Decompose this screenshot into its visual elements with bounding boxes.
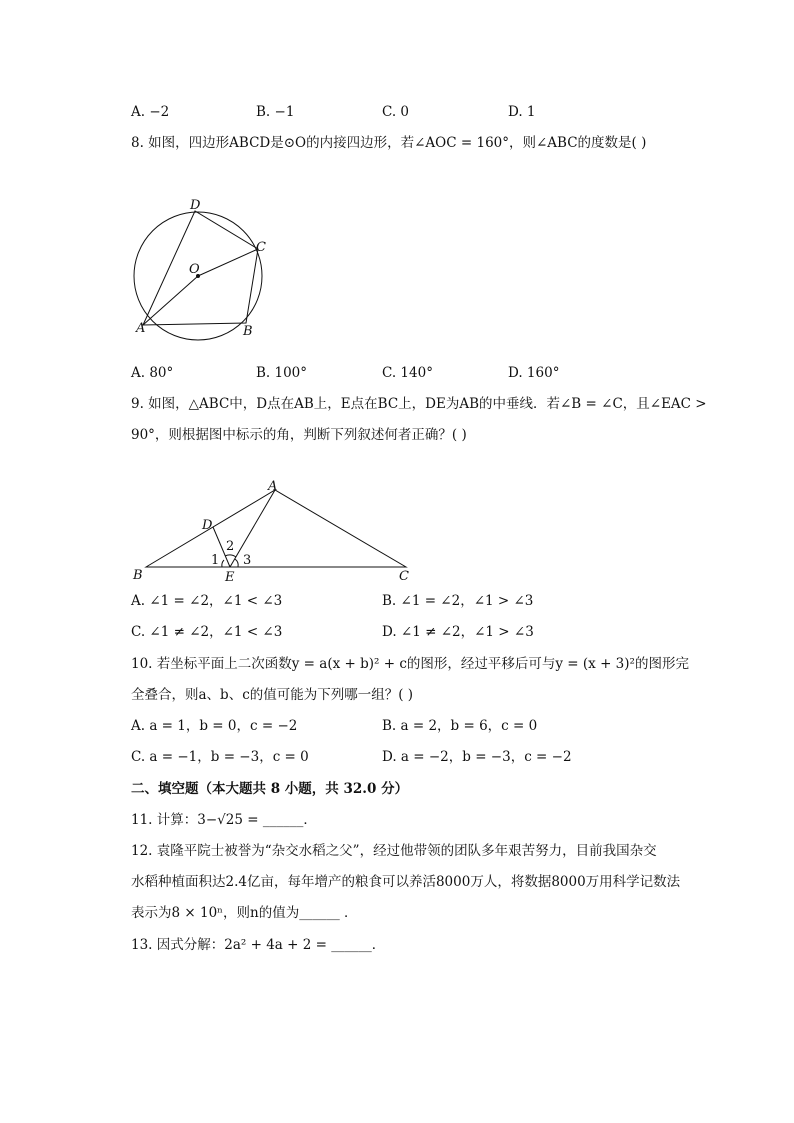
- angle-arc-1: [222, 560, 224, 567]
- label-b: B: [243, 324, 253, 339]
- q13-stem: 13. 因式分解：2a² + 4a + 2 = ______．: [131, 937, 386, 953]
- segment-ae: [230, 490, 275, 567]
- q12-line1: 12. 袁隆平院士被誉为“杂交水稻之父”，经过他带领的团队多年艰苦努力，目前我国杂交: [131, 843, 657, 859]
- label-a: A: [268, 479, 278, 494]
- label-d: D: [202, 518, 213, 533]
- q10-stem-line2: 全叠合，则a、b、c的值可能为下列哪一组？( ): [131, 687, 414, 703]
- label-b: B: [133, 568, 143, 583]
- section-2-heading: 二、填空题（本大题共 8 小题，共 32.0 分）: [131, 781, 409, 797]
- angle-arc-2: [225, 555, 236, 557]
- q9-option-b: B. ∠1 = ∠2，∠1 > ∠3: [382, 593, 534, 609]
- label-c: C: [399, 569, 409, 584]
- q9-stem-line1: 9. 如图，△ABC中，D点在AB上，E点在BC上，DE为AB的中垂线．若∠B = ∠C，且∠EAC >: [131, 396, 707, 412]
- label-o: O: [189, 262, 200, 277]
- label-c: C: [256, 240, 266, 255]
- q11-stem: 11. 计算：3−√25 = ______．: [131, 812, 317, 828]
- q7-option-a: A. −2: [131, 104, 170, 120]
- label-a: A: [136, 321, 146, 336]
- q9-option-a: A. ∠1 = ∠2，∠1 < ∠3: [131, 593, 283, 609]
- q7-option-c: C. 0: [382, 104, 410, 120]
- q10-option-d: D. a = −2，b = −3，c = −2: [382, 749, 572, 765]
- angle-label-1: 1: [211, 553, 220, 568]
- q10-option-a: A. a = 1，b = 0，c = −2: [131, 718, 298, 734]
- q7-option-d: D. 1: [508, 104, 536, 120]
- label-d: D: [190, 198, 201, 213]
- q7-option-b: B. −1: [256, 104, 295, 120]
- angle-arc-3: [235, 559, 238, 567]
- q8-option-d: D. 160°: [508, 365, 560, 381]
- segment-ao: [143, 276, 198, 325]
- q8-option-a: A. 80°: [131, 365, 174, 381]
- segment-oc: [198, 249, 258, 276]
- q8-stem: 8. 如图，四边形ABCD是⊙O的内接四边形，若∠AOC = 160°，则∠ABC的度数是( ): [131, 135, 647, 151]
- q9-stem-line2: 90°，则根据图中标示的角，判断下列叙述何者正确？( ): [131, 427, 467, 443]
- q10-option-c: C. a = −1，b = −3，c = 0: [131, 749, 309, 765]
- q10-option-b: B. a = 2，b = 6，c = 0: [382, 718, 538, 734]
- label-e: E: [225, 570, 235, 585]
- q9-triangle-figure: [128, 478, 418, 586]
- q8-circle-figure: [125, 195, 280, 350]
- q9-option-c: C. ∠1 ≠ ∠2，∠1 < ∠3: [131, 624, 283, 640]
- q12-line3: 表示为8 × 10ⁿ，则n的值为______ ．: [131, 905, 358, 921]
- q8-option-c: C. 140°: [382, 365, 433, 381]
- angle-label-3: 3: [243, 553, 252, 568]
- angle-label-2: 2: [226, 539, 235, 554]
- triangle-abc: [146, 490, 406, 567]
- q9-option-d: D. ∠1 ≠ ∠2，∠1 > ∠3: [382, 624, 534, 640]
- q8-option-b: B. 100°: [256, 365, 308, 381]
- q12-line2: 水稻种植面积达2.4亿亩，每年增产的粮食可以养活8000万人，将数据8000万用科学记数法: [131, 874, 681, 890]
- q10-stem-line1: 10. 若坐标平面上二次函数y = a(x + b)² + c的图形，经过平移后可与y = (x + 3)²的图形完: [131, 656, 689, 672]
